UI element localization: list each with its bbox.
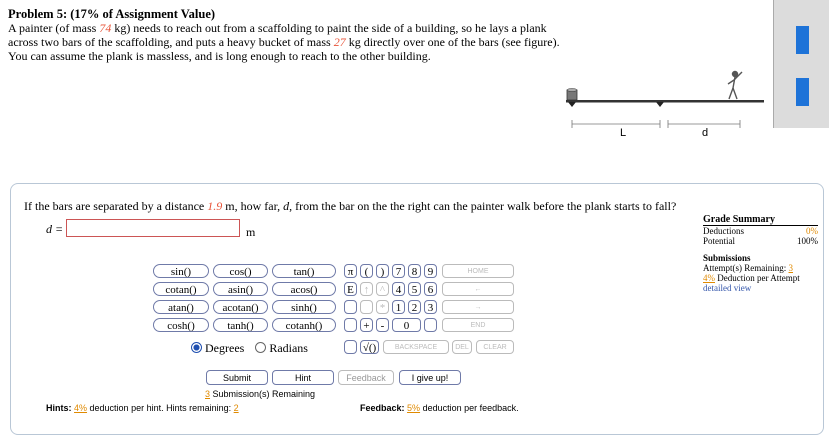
key-close-paren[interactable]: ) — [376, 264, 389, 278]
radians-label: Radians — [269, 341, 308, 355]
func-acos-button[interactable]: acos() — [272, 282, 336, 296]
func-acotan-button[interactable]: acotan() — [213, 300, 268, 314]
key-3[interactable]: 3 — [424, 300, 437, 314]
key-2[interactable]: 2 — [408, 300, 421, 314]
submissions-count: 3 — [205, 389, 211, 399]
give-up-button[interactable]: I give up! — [399, 370, 461, 385]
hint-deduction-pct: 4% — [74, 403, 88, 413]
label-d: d — [702, 127, 709, 139]
deductions-value: 0% — [806, 226, 818, 236]
key-e[interactable]: E — [344, 282, 357, 296]
submissions-title: Submissions — [703, 253, 751, 263]
key-1[interactable]: 1 — [392, 300, 405, 314]
hints-info — [46, 403, 239, 413]
problem-statement — [8, 7, 568, 63]
question-text-part: , from the bar on the the right can the painter walk before the plank starts to fall? — [289, 199, 677, 213]
degrees-label: Degrees — [205, 341, 245, 355]
answer-input[interactable] — [66, 219, 240, 237]
func-atan-button[interactable]: atan() — [153, 300, 209, 314]
bucket-mass-value: 27 — [333, 35, 346, 49]
answer-label: d = — [46, 222, 64, 236]
key-blank[interactable] — [344, 318, 357, 332]
angle-mode — [191, 341, 308, 356]
attempt-deduction-pct: 4% — [703, 273, 715, 283]
question-text-part: If the bars are separated by a distance — [24, 199, 208, 213]
grade-summary — [703, 214, 818, 293]
problem-text-part: kg) needs to reach out from a scaffolding to paint the side of a building, so he lays a plank across two bars of the scaffolding, and puts a heavy bucket of mass — [8, 21, 547, 49]
question-variable: d — [283, 199, 290, 213]
key-0[interactable]: 0 — [392, 318, 421, 332]
key-blank[interactable] — [344, 340, 357, 354]
building-window — [796, 26, 809, 54]
key-minus[interactable]: - — [376, 318, 389, 332]
question-text — [24, 199, 676, 214]
func-asin-button[interactable]: asin() — [213, 282, 268, 296]
end-button[interactable]: END — [442, 318, 514, 332]
hints-remaining: 2 — [233, 403, 239, 413]
building — [773, 0, 829, 128]
painter-mass-value: 74 — [99, 21, 112, 35]
feedback-text: deduction per feedback. — [420, 403, 519, 413]
key-8[interactable]: 8 — [408, 264, 421, 278]
func-cos-button[interactable]: cos() — [213, 264, 268, 278]
label-L: L — [620, 127, 627, 139]
building-window — [796, 78, 809, 106]
submit-button[interactable]: Submit — [206, 370, 268, 385]
key-sqrt[interactable]: √() — [360, 340, 379, 354]
feedback-deduction-pct: 5% — [407, 403, 421, 413]
attempt-deduction — [703, 273, 818, 283]
key-up-arrow[interactable]: ↑ — [360, 282, 373, 296]
attempts-value: 3 — [788, 263, 793, 273]
potential-label: Potential — [703, 236, 735, 246]
func-sin-button[interactable]: sin() — [153, 264, 209, 278]
attempts-label: Attempt(s) Remaining: — [703, 263, 789, 273]
problem-text — [8, 21, 568, 63]
backspace-button[interactable]: BACKSPACE — [383, 340, 449, 354]
hints-label: Hints: — [46, 403, 72, 413]
key-open-paren[interactable]: ( — [360, 264, 373, 278]
deductions-label: Deductions — [703, 226, 744, 236]
degrees-radio[interactable] — [191, 342, 202, 353]
back-arrow-button[interactable]: ← — [442, 282, 514, 296]
painter-icon — [728, 72, 742, 100]
deductions-row — [703, 226, 818, 236]
key-pi[interactable]: π — [344, 264, 357, 278]
func-cosh-button[interactable]: cosh() — [153, 318, 209, 332]
submissions-text: Submission(s) Remaining — [210, 389, 316, 399]
attempts-remaining — [703, 263, 818, 273]
attempt-deduction-text: Deduction per Attempt — [715, 273, 800, 283]
key-9[interactable]: 9 — [424, 264, 437, 278]
question-text-part: m, how far, — [222, 199, 284, 213]
key-blank[interactable] — [360, 300, 373, 314]
key-6[interactable]: 6 — [424, 282, 437, 296]
distance-value: 1.9 — [207, 199, 223, 213]
grade-summary-title: Grade Summary — [703, 214, 818, 226]
func-cotan-button[interactable]: cotan() — [153, 282, 209, 296]
bucket-icon — [567, 89, 577, 101]
plank — [566, 100, 764, 103]
potential-value: 100% — [797, 236, 818, 246]
answer-unit: m — [246, 225, 256, 239]
key-blank[interactable] — [344, 300, 357, 314]
forward-arrow-button[interactable]: → — [442, 300, 514, 314]
key-plus[interactable]: + — [360, 318, 373, 332]
problem-text-part: kg directly over one of the bars (see figure). You can assume the plank is massless, and is long enough to reach to the other building. — [8, 35, 560, 63]
potential-row — [703, 236, 818, 246]
func-tanh-button[interactable]: tanh() — [213, 318, 268, 332]
hints-text: deduction per hint. Hints remaining: — [87, 403, 234, 413]
detailed-view-link[interactable]: detailed view — [703, 283, 752, 293]
problem-title: Problem 5: (17% of Assignment Value) — [8, 7, 216, 21]
dimension-lines — [572, 120, 740, 128]
left-bar-support — [568, 102, 576, 107]
func-cotanh-button[interactable]: cotanh() — [272, 318, 336, 332]
scaffolding-figure — [548, 70, 768, 150]
key-5[interactable]: 5 — [408, 282, 421, 296]
key-blank[interactable] — [424, 318, 437, 332]
key-power[interactable]: ^ — [376, 282, 389, 296]
func-sinh-button[interactable]: sinh() — [272, 300, 336, 314]
key-4[interactable]: 4 — [392, 282, 405, 296]
delete-button[interactable]: DEL — [452, 340, 472, 354]
home-button[interactable]: HOME — [442, 264, 514, 278]
problem-text-part: A painter (of mass — [8, 21, 100, 35]
hint-button[interactable]: Hint — [272, 370, 334, 385]
feedback-label: Feedback: — [360, 403, 405, 413]
right-bar-support — [656, 102, 664, 107]
func-tan-button[interactable]: tan() — [272, 264, 336, 278]
key-multiply[interactable]: * — [376, 300, 389, 314]
clear-button[interactable]: CLEAR — [476, 340, 514, 354]
key-7[interactable]: 7 — [392, 264, 405, 278]
feedback-info — [360, 403, 519, 413]
submissions-remaining — [205, 389, 315, 399]
feedback-button[interactable]: Feedback — [338, 370, 394, 385]
radians-radio[interactable] — [255, 342, 266, 353]
